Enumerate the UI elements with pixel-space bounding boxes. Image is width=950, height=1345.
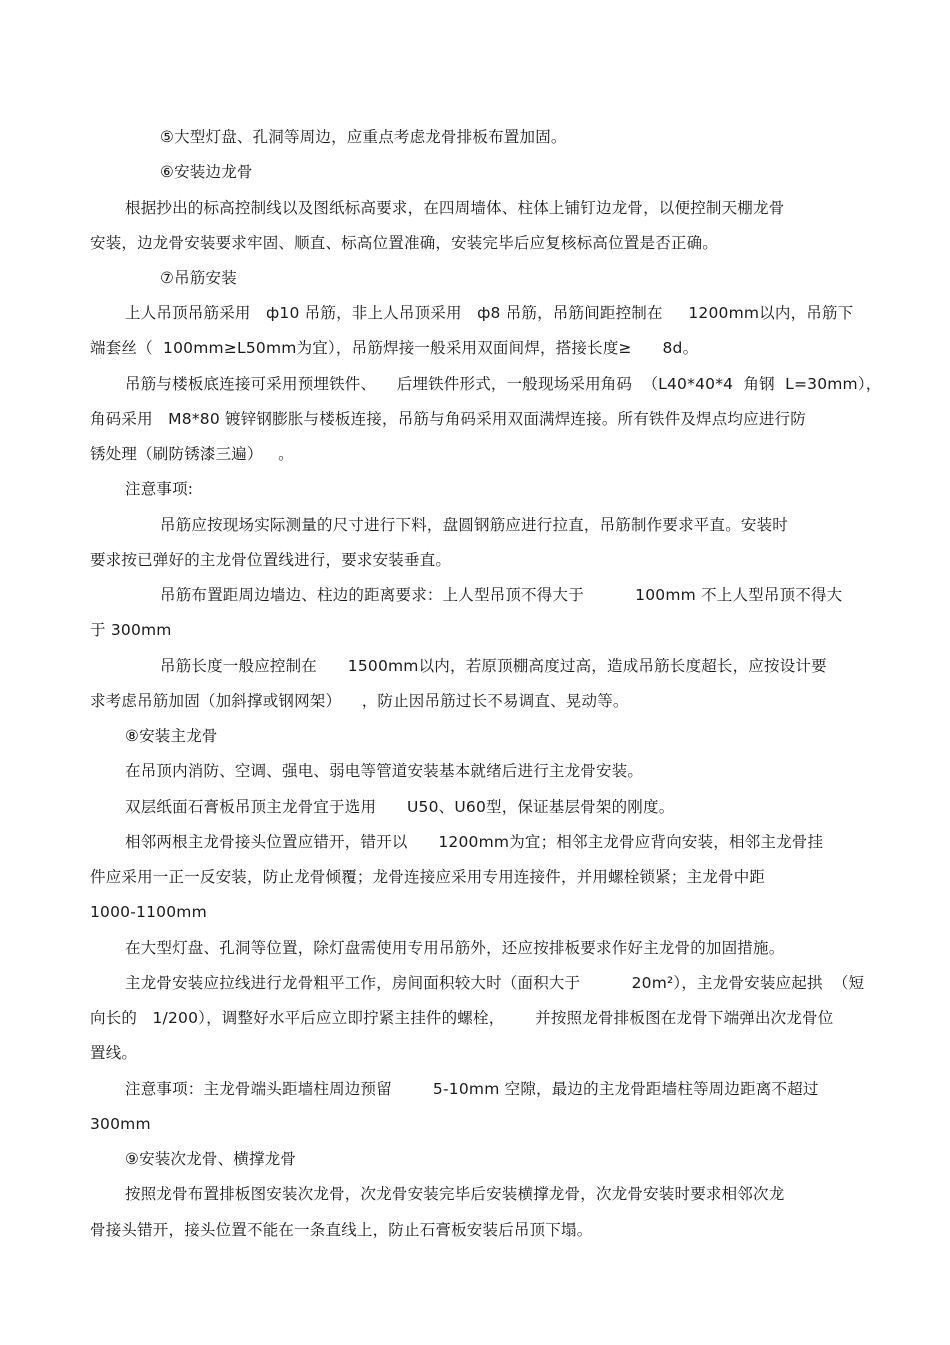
paragraph-line: 安装，边龙骨安装要求牢固、顺直、标高位置准确，安装完毕后应复核标高位置是否正确。 — [90, 234, 719, 252]
paragraph-line: 角码采用 M8*80 镀锌钢膨胀与楼板连接，吊筋与角码采用双面满焊连接。所有铁件及焊点均应进行防 — [90, 410, 806, 428]
item-5-large-light-trays: ⑤大型灯盘、孔洞等周边，应重点考虑龙骨排板布置加固。 — [160, 128, 567, 146]
paragraph-line: 吊筋长度一般应控制在 1500mm以内，若原顶棚高度过高，造成吊筋长度超长，应按设计要 — [160, 657, 827, 675]
paragraph-line: 1000-1100mm — [90, 903, 207, 921]
paragraph-line: 双层纸面石膏板吊顶主龙骨宜于选用 U50、U60型，保证基层骨架的刚度。 — [125, 798, 675, 816]
paragraph-line: 注意事项：主龙骨端头距墙柱周边预留 5-10mm 空隙，最边的主龙骨距墙柱等周边距离不超过 — [125, 1080, 819, 1098]
heading-install-edge-keel: ⑥安装边龙骨 — [160, 163, 253, 181]
heading-install-main-keel: ⑧安装主龙骨 — [125, 727, 218, 745]
paragraph-line: 在大型灯盘、孔洞等位置，除灯盘需使用专用吊筋外，还应按排板要求作好主龙骨的加固措施。 — [125, 939, 785, 957]
paragraph-line: 向长的 1/200），调整好水平后应立即拧紧主挂件的螺栓， 并按照龙骨排板图在龙骨下端弹出次龙骨位 — [90, 1009, 834, 1027]
paragraph-line: 要求按已弹好的主龙骨位置线进行，要求安装垂直。 — [90, 551, 452, 569]
paragraph-line: 吊筋布置距周边墙边、柱边的距离要求：上人型吊顶不得大于 100mm 不上人型吊顶不得大 — [160, 586, 843, 604]
paragraph-line: 于 300mm — [90, 621, 172, 639]
paragraph-line: 上人吊顶吊筋采用 ф10 吊筋，非上人吊顶采用 ф8 吊筋，吊筋间距控制在 1200mm以内，吊筋下 — [125, 304, 854, 322]
paragraph-line: 件应采用一正一反安装，防止龙骨倾覆；龙骨连接应采用专用连接件，并用螺栓锁紧；主龙骨中距 — [90, 868, 766, 886]
paragraph-line: 吊筋应按现场实际测量的尺寸进行下料，盘圆钢筋应进行拉直，吊筋制作要求平直。安装时 — [160, 516, 789, 534]
paragraph-line: 相邻两根主龙骨接头位置应错开，错开以 1200mm为宜；相邻主龙骨应背向安装，相邻主龙骨挂 — [125, 833, 824, 851]
paragraph-line: 在吊顶内消防、空调、强电、弱电等管道安装基本就绪后进行主龙骨安装。 — [125, 762, 644, 780]
paragraph-line: 吊筋与楼板底连接可采用预埋铁件、 后埋铁件形式，一般现场采用角码 （L40*40*4 角钢 L=30mm）， — [125, 375, 882, 393]
paragraph-line: 锈处理（刷防锈漆三遍） 。 — [90, 445, 294, 463]
paragraph-line: 置线。 — [90, 1044, 138, 1062]
paragraph-line: 主龙骨安装应拉线进行龙骨粗平工作，房间面积较大时（面积大于 20m²），主龙骨安装应起拱 （短 — [125, 974, 865, 992]
paragraph-line: 根据抄出的标高控制线以及图纸标高要求，在四周墙体、柱体上铺钉边龙骨，以便控制天棚龙骨 — [125, 199, 785, 217]
notes-heading: 注意事项: — [125, 480, 194, 498]
paragraph-line: 300mm — [90, 1115, 151, 1133]
paragraph-line: 骨接头错开，接头位置不能在一条直线上，防止石膏板安装后吊顶下塌。 — [90, 1221, 593, 1239]
paragraph-line: 求考虑吊筋加固（加斜撑或钢网架） ，防止因吊筋过长不易调直、晃动等。 — [90, 692, 629, 710]
paragraph-line: 端套丝（ 100mm≥L50mm为宜），吊筋焊接一般采用双面间焊，搭接长度≥ 8d。 — [90, 339, 699, 357]
heading-install-secondary-keel: ⑨安装次龙骨、横撑龙骨 — [125, 1150, 297, 1168]
heading-hanger-rod-install: ⑦吊筋安装 — [160, 269, 237, 287]
paragraph-line: 按照龙骨布置排板图安装次龙骨，次龙骨安装完毕后安装横撑龙骨，次龙骨安装时要求相邻次龙 — [125, 1185, 785, 1203]
